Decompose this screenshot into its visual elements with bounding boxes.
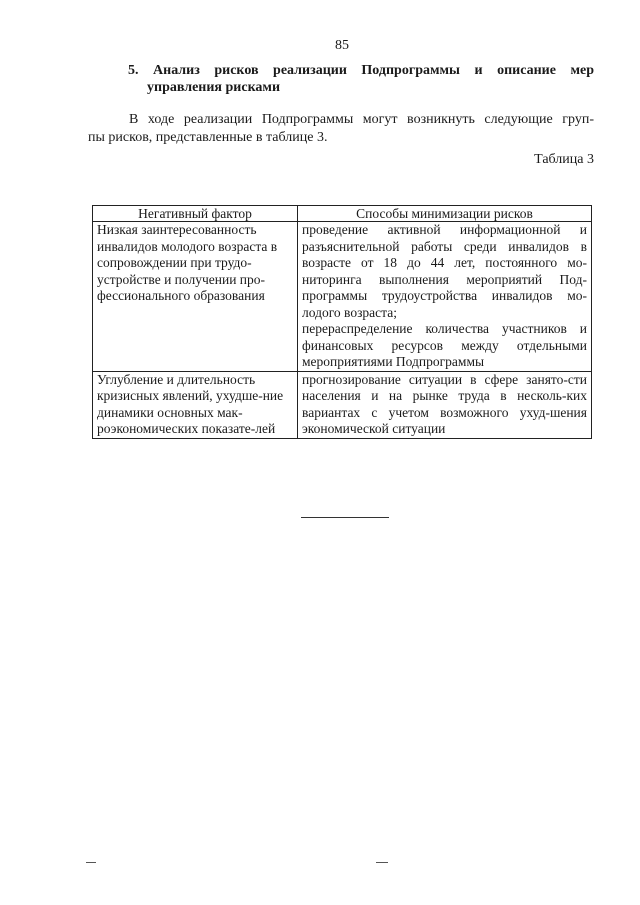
table-header-row: [93, 206, 592, 222]
methods-cell: [298, 371, 592, 438]
intro-line-2: пы рисков, представленные в таблице 3.: [88, 130, 328, 145]
table-row: [93, 371, 592, 438]
method-item: прогнозирование ситуации в сфере занято-сти населения и на рынке труда в несколь-ких вариантах с учетом возможного ухуд-шения экономической ситуации: [302, 371, 587, 436]
section-heading: [128, 62, 594, 96]
methods-cell: [298, 222, 592, 372]
risk-table: [92, 205, 592, 439]
method-item: перераспределение количества участников и финансовых ресурсов между отдельными мероприятиями Подпрограммы: [302, 321, 587, 369]
page-number: 85: [335, 38, 349, 53]
method-item: проведение активной информационной и разъяснительной работы среди инвалидов в возрасте от 18 до 44 лет, постоянного мо-ниторинга выполнения мероприятий Под-программы трудоустройства инвалидов мо-лодого возраста;: [302, 222, 587, 320]
factor-cell: Углубление и длительность кризисных явлений, ухудше-ние динамики основных мак-роэкономических показате-лей: [93, 371, 298, 438]
scan-speck: [376, 862, 388, 863]
header-negative-factor: Негативный фактор: [93, 206, 298, 222]
scan-speck: [86, 862, 96, 863]
table-row: [93, 222, 592, 372]
closing-rule: [301, 517, 389, 518]
table-caption: Таблица 3: [534, 152, 594, 167]
intro-line-1: В ходе реализации Подпрограммы могут возникнуть следующие груп-: [129, 112, 594, 127]
intro-paragraph: [88, 111, 594, 147]
factor-cell: Низкая заинтересованность инвалидов молодого возраста в сопровождении при трудо-устройстве и получении про-фессионального образования: [93, 222, 298, 372]
section-heading-line-1: 5. Анализ рисков реализации Подпрограммы и описание мер: [128, 63, 594, 78]
header-mitigation-methods: Способы минимизации рисков: [298, 206, 592, 222]
section-heading-line-2: управления рисками: [147, 80, 281, 95]
